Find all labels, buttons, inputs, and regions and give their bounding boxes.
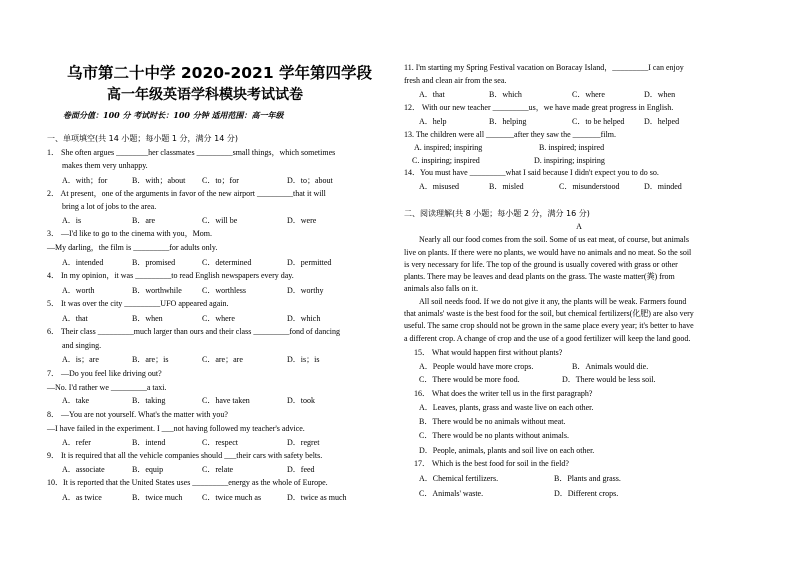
question-14-option-c: C．misunderstood [559,182,620,191]
question-15-option-c: C．There would be more food. [419,375,520,384]
question-13-option-c: C. inspiring; inspired [412,156,480,165]
question-7-option-d: D．took [287,396,315,405]
question-15-option-d: D．There would be less soil. [562,375,656,384]
question-6-option-a: A．is；are [62,355,99,364]
question-10-option-a: A．as twice [62,493,102,502]
question-8-text: 8． —You are not yourself. What's the matter with you? [47,410,228,419]
question-11-option-a: A．that [419,90,445,99]
question-9-option-d: D．feed [287,465,315,474]
left-column [47,0,392,561]
question-6-text: 6． Their class _________much larger than ours and their class _________fond of dancing [47,327,340,336]
question-1-option-c: C．to；for [202,176,239,185]
question-3-option-d: D．permitted [287,258,332,267]
question-16-option-b: B．There would be no animals without meat. [419,417,566,426]
question-17-option-c: C．Animals' waste. [419,489,484,498]
question-1-option-d: D．to；about [287,176,333,185]
question-8-option-a: A．refer [62,438,91,447]
question-9-option-b: B．equip [132,465,164,474]
question-8-option-b: B．intend [132,438,166,447]
passage-line: Nearly all our food comes from the soil. Some of us eat meat, of course, but animals [419,235,689,244]
question-4-option-a: A．worth [62,286,95,295]
exam-title: 乌市第二十中学 2020-2021 学年第四学段 [67,64,373,82]
question-1-text: 1． She often argues ________her classmates _________small things，which sometimes [47,148,336,157]
question-16-option-d: D．People, animals, plants and soil live on each other. [419,446,595,455]
question-8-option-d: D．regret [287,438,320,447]
question-1-option-a: A．with；for [62,176,108,185]
question-2-option-b: B．are [132,216,156,225]
question-1-text: makes them very unhappy. [62,161,148,170]
question-14-option-d: D．minded [644,182,682,191]
question-2-text: bring a lot of jobs to the area. [62,202,157,211]
question-4-option-c: C．worthless [202,286,246,295]
question-10-option-b: B．twice much [132,493,183,502]
question-8-option-c: C．respect [202,438,238,447]
passage-line: plants. There may be leaves and dead plants on the grass. The waste matter(粪) from [404,272,675,281]
question-13-text: 13. The children were all _______after they saw the _______film. [404,130,617,139]
exam-meta: 卷面分值：100 分 考试时长：100 分钟 适用范围：高一年级 [63,110,284,120]
question-11-text: fresh and clean air from the sea. [404,76,507,85]
question-7-text: —No. I'd rather we _________a taxi. [47,383,167,392]
question-2-option-a: A．is [62,216,82,225]
question-6-option-b: B．are；is [132,355,169,364]
question-12-option-a: A．help [419,117,447,126]
passage-line: a different crop. A change of crop and the use of a good fertilizer will keep the land good. [404,334,691,343]
question-10-option-c: C．twice much as [202,493,262,502]
question-8-text: —I have failed in the experiment. I ___not having followed my teacher's advice. [47,424,305,433]
question-12-option-b: B．helping [489,117,527,126]
question-3-text: —My darling，the film is _________for adults only. [47,243,218,252]
question-7-option-a: A．take [62,396,90,405]
passage-line: All soil needs food. If we do not give it any, the plants will be weak. Farmers found [419,297,687,306]
passage-line: animals also falls on it. [404,284,478,293]
question-3-text: 3． —I'd like to go to the cinema with you，Mom. [47,229,212,238]
question-11-text: 11. I'm starting my Spring Festival vacation on Boracay Island，_________I can enjoy [404,63,684,72]
question-3-option-a: A．intended [62,258,104,267]
question-9-text: 9． It is required that all the vehicle companies should ___their cars with safety belts. [47,451,323,460]
question-7-option-c: C．have taken [202,396,250,405]
question-14-option-b: B．misled [489,182,524,191]
question-5-option-c: C．where [202,314,235,323]
question-4-option-b: B．worthwhile [132,286,182,295]
question-15-option-a: A．People would have more crops. [419,362,534,371]
passage-line: live on plants. If there were no plants, we would have no animals and no meat. So the soil [404,248,692,257]
question-17-option-b: B．Plants and grass. [554,474,621,483]
question-15-text: 15． What would happen first without plants? [414,348,563,357]
question-2-option-c: C．will be [202,216,238,225]
question-7-text: 7． —Do you feel like driving out? [47,369,162,378]
question-5-option-a: A．that [62,314,88,323]
question-17-option-a: A．Chemical fertilizers. [419,474,499,483]
section2-heading: 二、阅读理解(共 8 小题；每小题 2 分，满分 16 分) [404,209,590,218]
question-15-option-b: B．Animals would die. [572,362,649,371]
question-6-option-d: D．is；is [287,355,320,364]
question-10-option-d: D．twice as much [287,493,347,502]
passage-line: is very necessary for life. The top of the ground is usually covered with grass or other [404,260,678,269]
question-14-text: 14．You must have _________what I said because I didn't expect you to do so. [404,168,659,177]
question-16-option-a: A．Leaves, plants, grass and waste live on each other. [419,403,594,412]
question-11-option-d: D．when [644,90,676,99]
question-6-option-c: C．are；are [202,355,243,364]
right-column [404,0,754,561]
question-13-option-d: D. inspiring; inspiring [534,156,605,165]
passage-line: useful. The same crop should not be grown in the same place every year; it's better to have [404,321,694,330]
question-4-option-d: D．worthy [287,286,324,295]
passage-line: that animals' waste is the best food for the soil, but chemical fertilizers(化肥) are also very [404,309,694,318]
question-17-option-d: D．Different crops. [554,489,619,498]
question-16-option-c: C．There would be no plants without animals. [419,431,569,440]
question-10-text: 10．It is reported that the United States uses _________energy as the whole of Europe. [47,478,328,487]
question-5-option-b: B．when [132,314,163,323]
question-2-option-d: D．were [287,216,317,225]
question-11-option-b: B．which [489,90,522,99]
question-12-option-c: C．to be helped [572,117,625,126]
question-3-option-b: B．promised [132,258,176,267]
exam-subtitle: 高一年级英语学科模块考试试卷 [107,87,303,103]
question-11-option-c: C．where [572,90,605,99]
question-13-option-a: A. inspired; inspiring [414,143,483,152]
question-12-text: 12． With our new teacher _________us，we have made great progress in English. [404,103,674,112]
question-4-text: 4． In my opinion，it was _________to read English newspapers every day. [47,271,294,280]
question-2-text: 2． At present，one of the arguments in favor of the new airport _________that it will [47,189,326,198]
question-13-option-b: B. inspired; inspired [539,143,605,152]
question-16-text: 16． What does the writer tell us in the first paragraph? [414,389,593,398]
section1-heading: 一、单项填空(共 14 小题；每小题 1 分，满分 14 分) [47,134,238,143]
question-7-option-b: B．taking [132,396,166,405]
question-12-option-d: D．helped [644,117,680,126]
passage-label: A [576,222,582,231]
question-6-text: and singing. [62,341,102,350]
question-3-option-c: C．determined [202,258,252,267]
question-5-option-d: D．which [287,314,321,323]
question-14-option-a: A．misused [419,182,459,191]
question-1-option-b: B．with；about [132,176,186,185]
question-9-option-c: C．relate [202,465,234,474]
question-17-text: 17． Which is the best food for soil in the field? [414,459,569,468]
question-9-option-a: A．associate [62,465,105,474]
question-5-text: 5． It was over the city _________UFO appeared again. [47,299,229,308]
